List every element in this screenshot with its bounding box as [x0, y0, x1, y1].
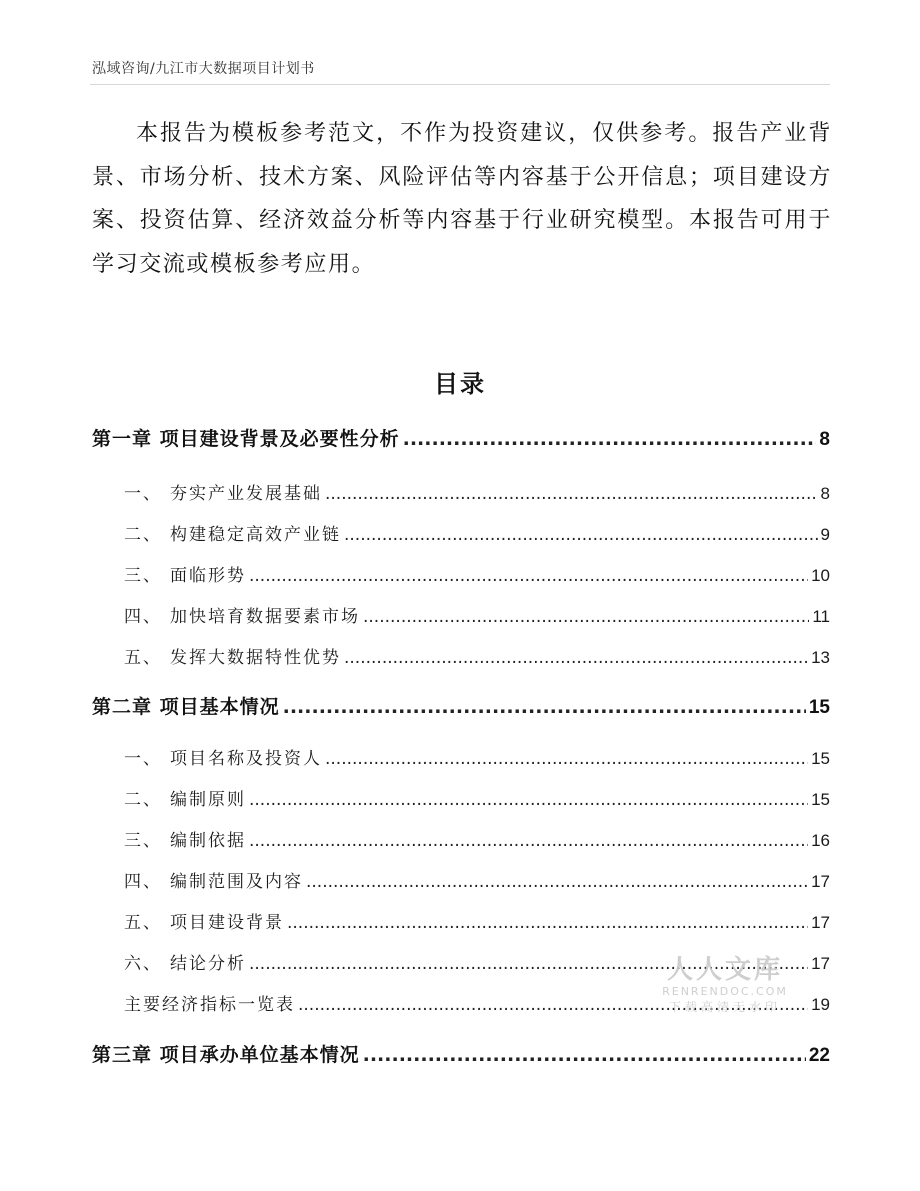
toc-entry-label: 主要经济指标一览表: [124, 995, 295, 1015]
toc-entry-label: 第三章 项目承办单位基本情况: [92, 1044, 360, 1066]
toc-entry-number: 五、: [124, 913, 162, 933]
toc-entry-number: 二、: [124, 790, 162, 810]
toc-chapter-1[interactable]: [92, 424, 830, 451]
watermark-subtitle: 下载高清无水印: [668, 1000, 781, 1014]
toc-title: 目录: [434, 370, 486, 398]
toc-entry-label: 项目名称及投资人: [170, 749, 322, 769]
toc-section-2-5[interactable]: [124, 908, 830, 933]
toc-chapter-3[interactable]: [92, 1040, 830, 1067]
toc-page-number: 22: [808, 1045, 830, 1066]
toc-section-2-4[interactable]: [124, 867, 830, 892]
toc-leader-dots: [306, 872, 808, 892]
toc-leader-dots: [287, 913, 808, 933]
toc-section-1-4[interactable]: [124, 602, 830, 627]
toc-leader-dots: [249, 566, 808, 586]
toc-leader-dots: [403, 428, 817, 450]
toc-section-2-3[interactable]: [124, 826, 830, 851]
toc-page-number: 8: [819, 429, 830, 450]
toc-section-2-2[interactable]: [124, 785, 830, 810]
toc-section-1-2[interactable]: [124, 520, 830, 545]
toc-section-1-3[interactable]: [124, 561, 830, 586]
toc-leader-dots: [249, 831, 808, 851]
toc-entry-label: 结论分析: [170, 954, 246, 974]
toc-leader-dots: [344, 525, 818, 545]
intro-paragraph: 本报告为模板参考范文，不作为投资建议，仅供参考。报告产业背景、市场分析、技术方案、风险评估等内容基于公开信息；项目建设方案、投资估算、经济效益分析等内容基于行业研究模型。本报告可用于学习交流或模板参考应用。: [92, 121, 832, 277]
toc-leader-dots: [363, 1044, 806, 1066]
toc-page-number: 15: [811, 790, 830, 809]
toc-page-number: 15: [808, 697, 830, 718]
toc-page-number: 8: [820, 484, 830, 503]
toc-entry-label: 编制原则: [170, 790, 246, 810]
watermark-title: 人人文库: [666, 955, 783, 985]
toc-entry-number: 三、: [124, 566, 162, 586]
toc-entry-label: 发挥大数据特性优势: [170, 648, 341, 668]
toc-page-number: 11: [812, 607, 830, 626]
toc-entry-number: 二、: [124, 525, 162, 545]
toc-entry-label: 编制依据: [170, 831, 246, 851]
toc-leader-dots: [283, 696, 806, 718]
toc-entry-label: 编制范围及内容: [170, 872, 303, 892]
toc-chapter-2[interactable]: [92, 692, 830, 719]
toc-entry-number: 三、: [124, 831, 162, 851]
toc-entry-label: 构建稳定高效产业链: [170, 525, 341, 545]
toc-leader-dots: [249, 790, 808, 810]
toc-section-2-1[interactable]: [124, 744, 830, 769]
toc-leader-dots: [325, 749, 808, 769]
watermark-logo: [640, 955, 810, 1015]
toc-page-number: 17: [811, 954, 830, 973]
toc-page-number: 15: [811, 749, 830, 768]
toc-entry-label: 夯实产业发展基础: [170, 484, 322, 504]
watermark-url: RENRENDOC.COM: [662, 985, 788, 998]
toc-entry-number: 一、: [124, 484, 162, 504]
toc-leader-dots: [363, 607, 809, 627]
toc-section-1-5[interactable]: [124, 643, 830, 668]
toc-page-number: 17: [811, 872, 830, 891]
toc-leader-dots: [325, 484, 818, 504]
toc-entry-number: 一、: [124, 749, 162, 769]
toc-entry-number: 四、: [124, 607, 162, 627]
toc-page-number: 9: [820, 525, 830, 544]
toc-page-number: 17: [811, 913, 830, 932]
toc-entry-label: 第二章 项目基本情况: [92, 696, 280, 718]
toc-entry-number: 五、: [124, 648, 162, 668]
toc-page-number: 13: [811, 648, 830, 667]
toc-entry-label: 第一章 项目建设背景及必要性分析: [92, 428, 400, 450]
toc-section-1-1[interactable]: [124, 479, 830, 504]
toc-page-number: 10: [811, 566, 830, 585]
toc-page-number: 16: [811, 831, 830, 850]
toc-entry-label: 加快培育数据要素市场: [170, 607, 360, 627]
toc-leader-dots: [344, 648, 808, 668]
toc-entry-label: 面临形势: [170, 566, 246, 586]
toc-page-number: 19: [811, 995, 830, 1014]
toc-entry-number: 六、: [124, 954, 162, 974]
document-header: 泓域咨询/九江市大数据项目计划书: [92, 61, 315, 77]
toc-entry-number: 四、: [124, 872, 162, 892]
toc-entry-label: 项目建设背景: [170, 913, 284, 933]
